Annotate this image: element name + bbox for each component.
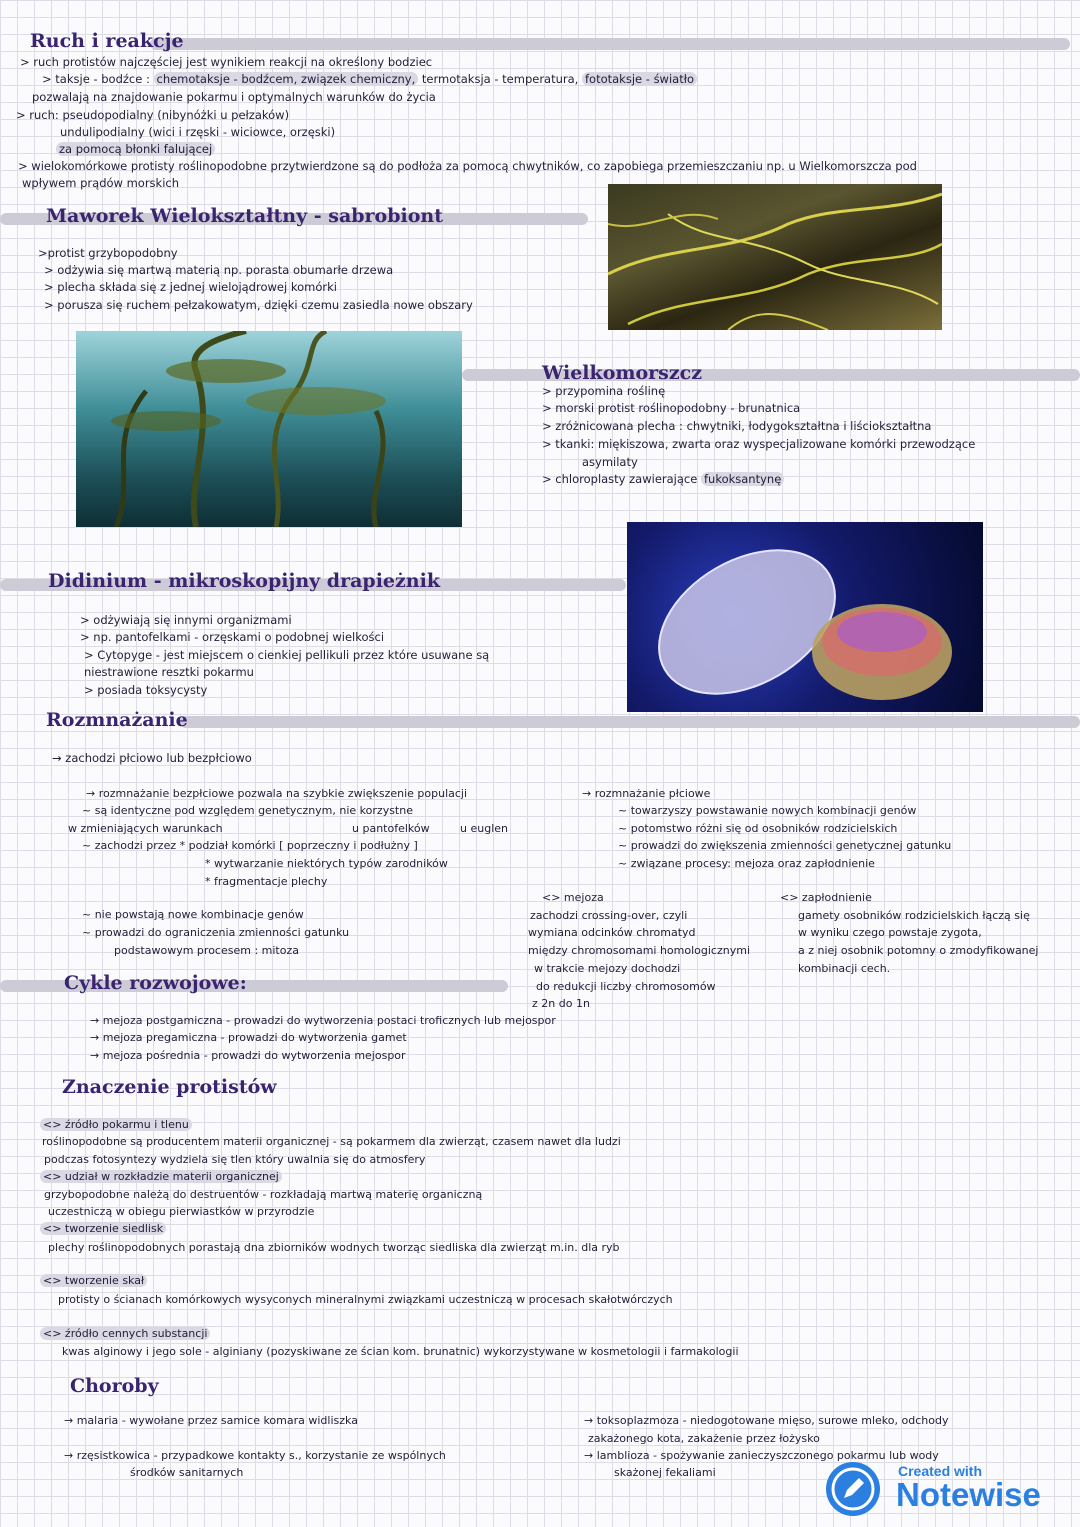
text-line: > morski protist roślinopodobny - brunatnica [542, 401, 801, 415]
text-line: <> mejoza [542, 891, 604, 904]
text-line: wpływem prądów morskich [22, 176, 180, 190]
text-line: kombinacji cech. [798, 962, 891, 975]
text-line: ~ są identyczne pod względem genetycznym, nie korzystne [82, 804, 413, 817]
text-line: gamety osobników rodzicielskich łączą się [798, 909, 1030, 922]
text-line: → zachodzi płciowo lub bezpłciowo [52, 751, 252, 765]
text-line [42, 72, 697, 87]
text-line: ~ nie powstają nowe kombinacje genów [82, 908, 304, 921]
text-line: u pantofelków [352, 822, 430, 835]
text-fragment: > taksje - bodźce : [42, 72, 150, 86]
text-line: ~ zachodzi przez * podział komórki [ poprzeczny i podłużny ] [82, 839, 418, 852]
text-fragment: > chloroplasty zawierające [542, 472, 698, 486]
heading-bar [180, 716, 1080, 728]
text-line: → lamblioza - spożywanie zanieczyszczonego pokarmu lub wody [584, 1449, 939, 1462]
text-line: → rozmnażanie płciowe [582, 787, 711, 800]
text-line: → mejoza pośrednia - prowadzi do wytworzenia mejospor [90, 1049, 406, 1062]
text-line: roślinopodobne są producentem materii organicznej - są pokarmem dla zwierząt, czasem nawet dla ludzi [42, 1135, 621, 1148]
text-line: > zróżnicowana plecha : chwytniki, łodygokształtna i liściokształtna [542, 419, 932, 433]
text-line: → rzęsistkowica - przypadkowe kontakty s., korzystanie ze wspólnych [64, 1449, 446, 1462]
text-line: w wyniku czego powstaje zygota, [798, 926, 982, 939]
text-line: między chromosomami homologicznymi [528, 944, 751, 957]
text-line: > plecha składa się z jednej wielojądrowej komórki [44, 280, 337, 294]
highlight: chemotaksje - bodźcem, związek chemiczny, [154, 72, 419, 86]
text-line [40, 1169, 282, 1184]
text-line: podstawowym procesem : mitoza [114, 944, 299, 957]
highlight: <> udział w rozkładzie materii organicznej [40, 1170, 282, 1183]
text-line [56, 142, 215, 157]
text-line: niestrawione resztki pokarmu [84, 665, 254, 679]
heading-bar [150, 38, 1070, 50]
text-line: a z niej osobnik potomny o zmodyfikowanej [798, 944, 1039, 957]
highlight: <> źródło cennych substancji [40, 1327, 210, 1340]
text-line: > odżywia się martwą materią np. porasta obumarłe drzewa [44, 263, 394, 277]
section-title-didinium: Didinium - mikroskopijny drapieżnik [48, 570, 440, 592]
notewise-logo-icon [826, 1462, 880, 1516]
pencil-icon [826, 1462, 880, 1516]
text-line: > tkanki: miękiszowa, zwarta oraz wyspecjalizowane komórki przewodzące [542, 437, 976, 451]
text-line: → mejoza postgamiczna - prowadzi do wytworzenia postaci troficznych lub mejospor [90, 1014, 556, 1027]
text-line: * fragmentacje plechy [205, 875, 328, 888]
text-line: grzybopodobne należą do destruentów - rozkładają martwą materię organiczną [44, 1188, 483, 1201]
text-line: > ruch: pseudopodialny (nibynóżki u pełzaków) [16, 108, 290, 122]
text-line: → malaria - wywołane przez samice komara widliszka [64, 1414, 358, 1427]
section-title-cykle: Cykle rozwojowe: [64, 972, 247, 994]
text-line: środków sanitarnych [130, 1466, 244, 1479]
didinium-cells [627, 522, 983, 712]
highlight: fototaksje - światło [582, 72, 697, 86]
text-line [40, 1221, 166, 1236]
text-line: pozwalają na znajdowanie pokarmu i optymalnych warunków do życia [32, 90, 436, 104]
text-line: ~ prowadzi do zwiększenia zmienności genetycznej gatunku [618, 839, 952, 852]
text-line: ~ towarzyszy powstawanie nowych kombinacji genów [618, 804, 917, 817]
text-line: → mejoza pregamiczna - prowadzi do wytworzenia gamet [90, 1031, 407, 1044]
text-line: asymilaty [582, 455, 638, 469]
text-line: uczestniczą w obiegu pierwiastków w przyrodzie [48, 1205, 315, 1218]
text-line: → toksoplazmoza - niedogotowane mięso, surowe mleko, odchody [584, 1414, 949, 1427]
text-line [40, 1273, 147, 1288]
text-line: > wielokomórkowe protisty roślinopodobne przytwierdzone są do podłoża za pomocą chwytników, co zapobiega przemieszczaniu np. u Wielkomorszcza pod [18, 159, 917, 173]
text-line: u euglen [460, 822, 508, 835]
text-line: podczas fotosyntezy wydziela się tlen który uwalnia się do atmosfery [44, 1153, 426, 1166]
section-title-ruch: Ruch i reakcje [30, 30, 184, 52]
text-line: z 2n do 1n [532, 997, 590, 1010]
section-title-wielkomorszcz: Wielkomorszcz [542, 362, 702, 384]
text-line: plechy roślinopodobnych porastają dna zbiorników wodnych tworząc siedliska dla zwierząt m.in. dla ryb [48, 1241, 620, 1254]
text-line: > np. pantofelkami - orzęskami o podobnej wielkości [80, 630, 385, 644]
highlight: <> tworzenie skał [40, 1274, 147, 1287]
text-line: > Cytopyge - jest miejscem o cienkiej pellikuli przez które usuwane są [84, 648, 490, 662]
text-line: kwas alginowy i jego sole - alginiany (pozyskiwane ze ścian kom. brunatnic) wykorzystywane w kosmetologii i farmakologii [62, 1345, 739, 1358]
highlight: <> tworzenie siedlisk [40, 1222, 166, 1235]
logo-name: Notewise [896, 1476, 1041, 1513]
text-fragment: termotaksja - temperatura, [421, 72, 579, 86]
text-line: w zmieniających warunkach [68, 822, 223, 835]
text-line: > odżywiają się innymi organizmami [80, 613, 292, 627]
didinium-photo [627, 522, 983, 712]
text-line: skażonej fekaliami [614, 1466, 716, 1479]
text-line: zakażonego kota, zakażenie przez łożysko [588, 1432, 820, 1445]
text-line [40, 1117, 192, 1132]
text-line: ~ związane procesy: mejoza oraz zapłodnienie [618, 857, 875, 870]
section-title-znaczenie: Znaczenie protistów [62, 1076, 277, 1098]
text-line: > porusza się ruchem pełzakowatym, dzięki czemu zasiedla nowe obszary [44, 298, 473, 312]
text-line: zachodzi crossing-over, czyli [530, 909, 688, 922]
highlight: za pomocą błonki falującej [56, 142, 215, 156]
text-line: protisty o ścianach komórkowych wysyconych mineralnymi związkami uczestniczą w procesach skałotwórczych [58, 1293, 673, 1306]
text-line: * wytwarzanie niektórych typów zarodników [205, 857, 448, 870]
text-line: ~ potomstwo różni się od osobników rodzicielskich [618, 822, 898, 835]
slime-mold-pattern [608, 184, 942, 330]
kelp-pattern [76, 331, 462, 527]
text-line: do redukcji liczby chromosomów [536, 980, 716, 993]
text-line: wymiana odcinków chromatyd [528, 926, 696, 939]
text-line: > ruch protistów najczęściej jest wynikiem reakcji na określony bodziec [20, 55, 433, 69]
text-line: → rozmnażanie bezpłciowe pozwala na szybkie zwiększenie populacji [86, 787, 468, 800]
text-line: <> zapłodnienie [780, 891, 872, 904]
slime-mold-photo [608, 184, 942, 330]
text-line: > posiada toksycysty [84, 683, 208, 697]
kelp-forest-photo [76, 331, 462, 527]
text-line [542, 472, 784, 487]
section-title-choroby: Choroby [70, 1375, 159, 1397]
logo-caption: Created with [898, 1463, 983, 1479]
text-line: ~ prowadzi do ograniczenia zmienności gatunku [82, 926, 350, 939]
text-line [40, 1326, 210, 1341]
section-title-maworek: Maworek Wielokształtny - sabrobiont [46, 205, 443, 227]
text-line: w trakcie mejozy dochodzi [534, 962, 681, 975]
text-line: undulipodialny (wici i rzęski - wiciowce, orzęski) [60, 125, 336, 139]
section-title-rozmnazanie: Rozmnażanie [46, 709, 188, 731]
text-line: >protist grzybopodobny [38, 246, 178, 260]
highlight: <> źródło pokarmu i tlenu [40, 1118, 192, 1131]
text-line: > przypomina roślinę [542, 384, 666, 398]
highlight: fukoksantynę [701, 472, 784, 486]
